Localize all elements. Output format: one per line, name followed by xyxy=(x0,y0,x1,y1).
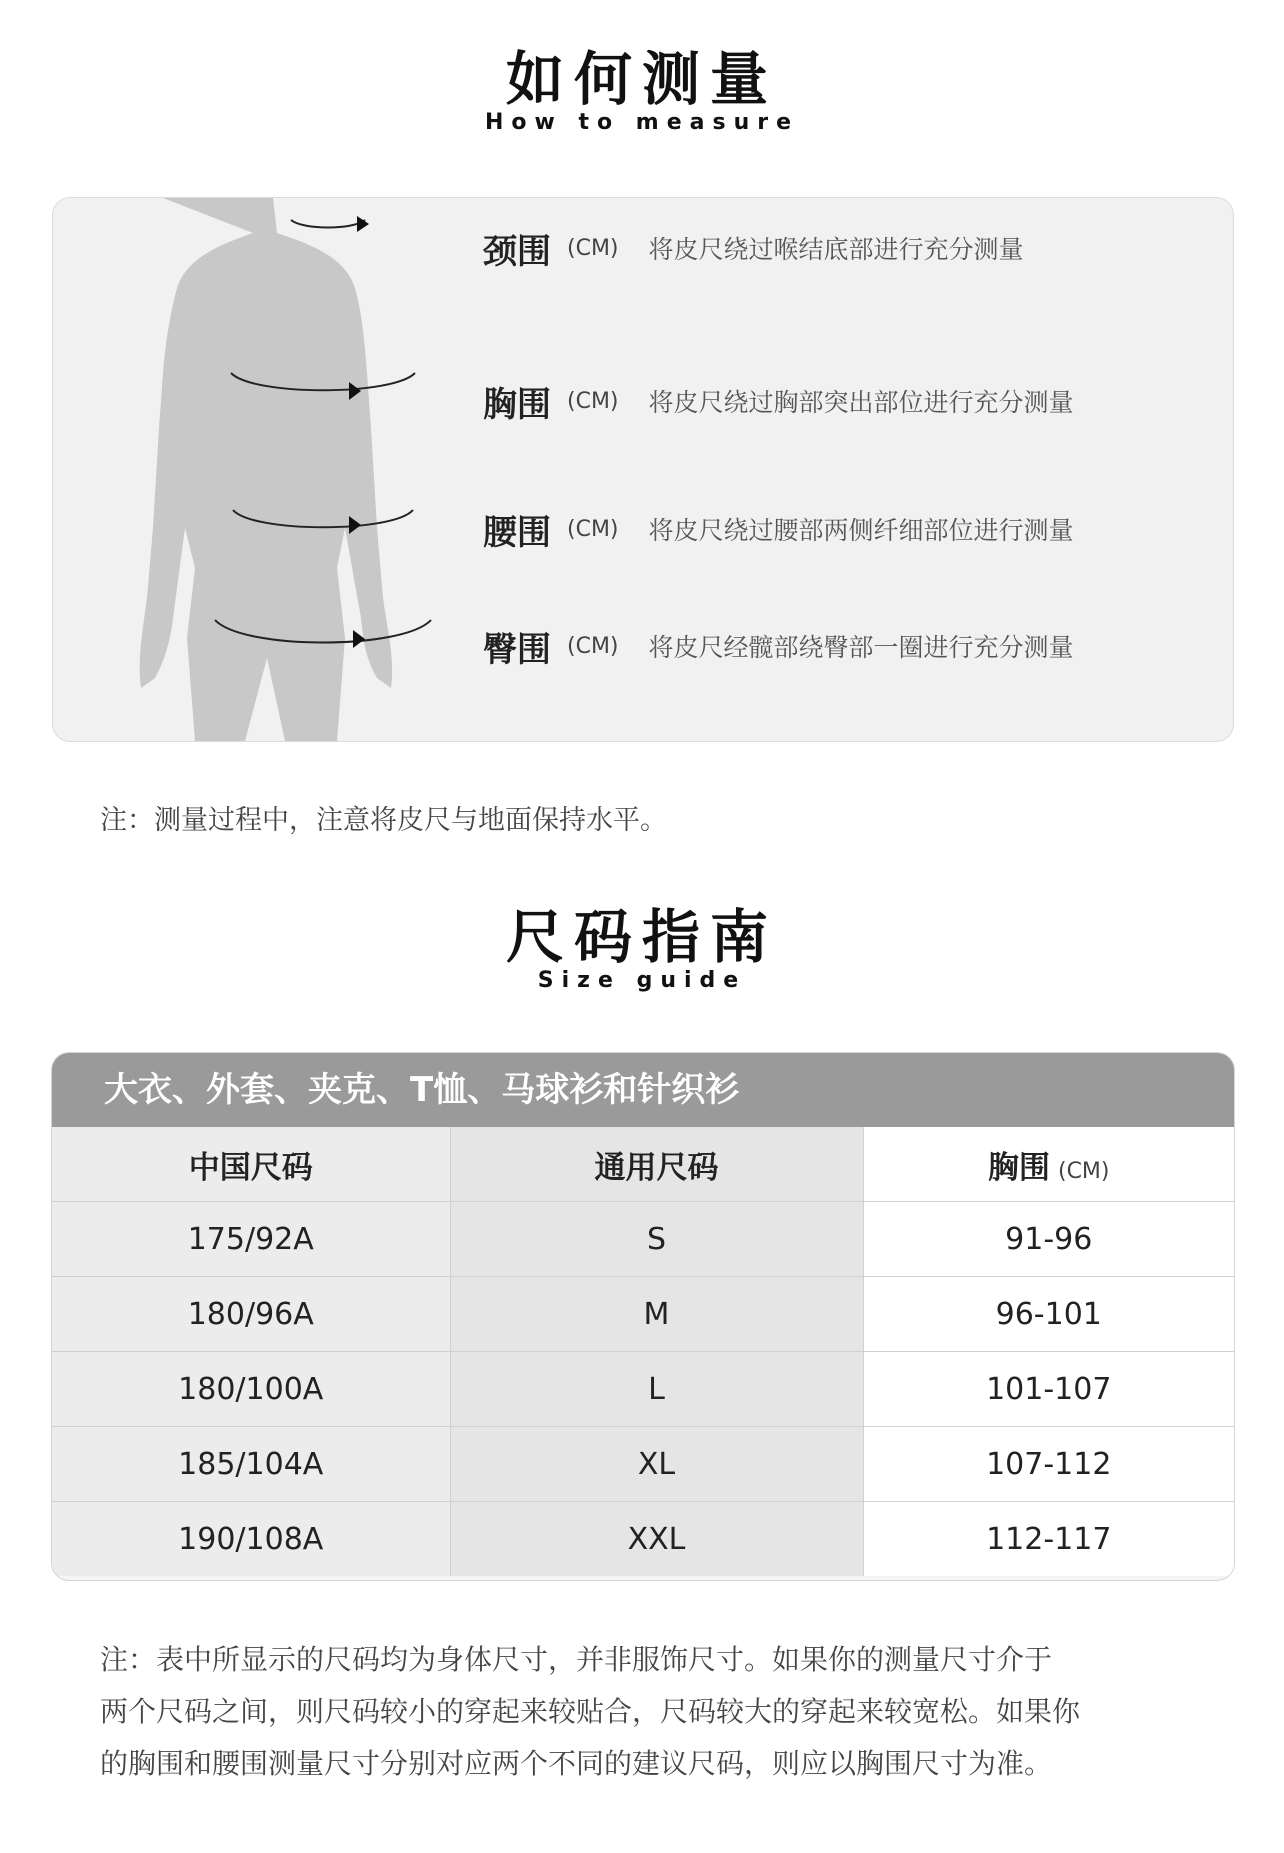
measure-name: 腰围 xyxy=(483,512,551,553)
size-note-line: 注：表中所显示的尺码均为身体尺寸，并非服饰尺寸。如果你的测量尺寸介于 xyxy=(100,1643,1053,1676)
measure-unit: (CM) xyxy=(567,633,619,659)
measure-unit: (CM) xyxy=(567,388,619,414)
table-row xyxy=(52,1277,1234,1352)
cell-generic-size: L xyxy=(450,1352,863,1427)
body-figure-illustration xyxy=(103,198,463,741)
measure-item-chest xyxy=(483,376,1074,426)
table-row xyxy=(52,1502,1234,1577)
column-header-chest-unit: (CM) xyxy=(1057,1158,1110,1184)
table-row xyxy=(52,1352,1234,1427)
size-table xyxy=(51,1052,1235,1581)
column-header-generic-size: 通用尺码 xyxy=(450,1127,863,1202)
measure-desc: 将皮尺绕过腰部两侧纤细部位进行测量 xyxy=(648,516,1074,545)
column-header-chest-label: 胸围 xyxy=(987,1149,1050,1186)
measure-desc: 将皮尺经髋部绕臀部一圈进行充分测量 xyxy=(648,633,1074,662)
size-table-grid xyxy=(52,1127,1234,1576)
size-guide-title: 尺码指南 xyxy=(505,903,778,971)
cell-chest: 112-117 xyxy=(863,1502,1234,1577)
cell-cn-size: 185/104A xyxy=(52,1427,450,1502)
measure-title: 如何测量 xyxy=(505,45,778,113)
table-row xyxy=(52,1202,1234,1277)
measure-subtitle: How to measure xyxy=(484,110,800,135)
size-note-line: 的胸围和腰围测量尺寸分别对应两个不同的建议尺码，则应以胸围尺寸为准。 xyxy=(100,1747,1053,1780)
measure-note: 注：测量过程中，注意将皮尺与地面保持水平。 xyxy=(100,805,667,836)
measure-desc: 将皮尺绕过胸部突出部位进行充分测量 xyxy=(648,388,1074,417)
column-header-cn-size: 中国尺码 xyxy=(52,1127,450,1202)
measure-name: 颈围 xyxy=(483,231,551,272)
cell-chest: 96-101 xyxy=(863,1277,1234,1352)
cell-cn-size: 175/92A xyxy=(52,1202,450,1277)
table-row xyxy=(52,1427,1234,1502)
cell-cn-size: 190/108A xyxy=(52,1502,450,1577)
measure-item-hip xyxy=(483,621,1074,671)
cell-cn-size: 180/100A xyxy=(52,1352,450,1427)
size-note xyxy=(100,1634,1080,1790)
size-note-line: 两个尺码之间，则尺码较小的穿起来较贴合，尺码较大的穿起来较宽松。如果你 xyxy=(100,1695,1081,1728)
cell-generic-size: XXL xyxy=(450,1502,863,1577)
cell-generic-size: M xyxy=(450,1277,863,1352)
measure-name: 臀围 xyxy=(483,629,551,670)
table-header-row xyxy=(52,1127,1234,1202)
cell-cn-size: 180/96A xyxy=(52,1277,450,1352)
measure-unit: (CM) xyxy=(567,235,619,261)
measure-item-neck xyxy=(483,223,1024,273)
measure-name: 胸围 xyxy=(483,384,551,425)
size-guide-subtitle: Size guide xyxy=(537,968,747,993)
cell-generic-size: XL xyxy=(450,1427,863,1502)
size-table-category: 大衣、外套、夹克、T恤、马球衫和针织衫 xyxy=(52,1053,1234,1127)
cell-chest: 101-107 xyxy=(863,1352,1234,1427)
measure-unit: (CM) xyxy=(567,516,619,542)
measure-item-waist xyxy=(483,504,1074,554)
measure-desc: 将皮尺绕过喉结底部进行充分测量 xyxy=(648,235,1024,264)
column-header-chest xyxy=(863,1127,1234,1202)
cell-chest: 107-112 xyxy=(863,1427,1234,1502)
cell-chest: 91-96 xyxy=(863,1202,1234,1277)
measure-panel xyxy=(52,197,1234,742)
cell-generic-size: S xyxy=(450,1202,863,1277)
